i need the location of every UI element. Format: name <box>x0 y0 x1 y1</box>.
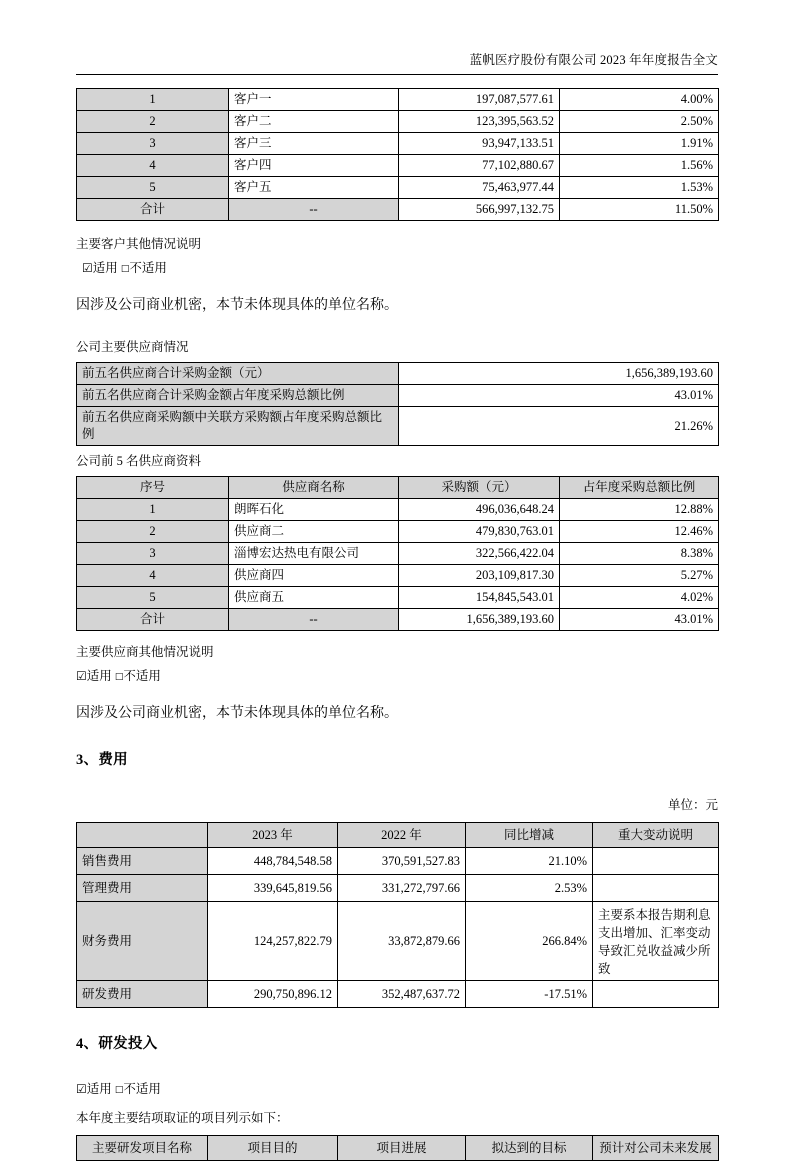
column-header-project-impact: 预计对公司未来发展 <box>593 1136 719 1161</box>
column-header-note: 重大变动说明 <box>593 823 719 848</box>
supplier-no: 2 <box>77 521 229 543</box>
customer-pct: 1.91% <box>560 133 719 155</box>
header-divider <box>76 74 718 75</box>
table-row <box>77 875 719 902</box>
rd-applicability <box>76 1080 718 1099</box>
expense-label: 研发费用 <box>77 981 208 1008</box>
customer-no: 3 <box>77 133 229 155</box>
expense-label: 管理费用 <box>77 875 208 902</box>
not-applicable-label: 不适用 <box>129 261 167 275</box>
customer-name: 客户四 <box>229 155 399 177</box>
applicable-label: 适用 <box>86 669 112 683</box>
running-header: 蓝帆医疗股份有限公司 2023 年年度报告全文 <box>469 53 718 67</box>
expense-note <box>593 875 719 902</box>
supplier-no: 4 <box>77 565 229 587</box>
table-row <box>77 902 719 981</box>
not-applicable-label: 不适用 <box>123 1082 161 1096</box>
supplier-no: 3 <box>77 543 229 565</box>
supplier-amount: 479,830,763.01 <box>399 521 560 543</box>
column-header-no: 序号 <box>77 477 229 499</box>
supplier-note-body: 因涉及公司商业机密，本节未体现具体的单位名称。 <box>76 706 398 721</box>
page-content <box>76 88 718 1161</box>
supplier-pct: 8.38% <box>560 543 719 565</box>
supplier-amount: 154,845,543.01 <box>399 587 560 609</box>
not-applicable-label: 不适用 <box>123 669 161 683</box>
expense-note: 主要系本报告期利息支出增加、汇率变动导致汇兑收益减少所致 <box>593 902 719 981</box>
supplier-amount: 496,036,648.24 <box>399 499 560 521</box>
customer-no: 5 <box>77 177 229 199</box>
supplier-pct: 4.02% <box>560 587 719 609</box>
expense-note <box>593 848 719 875</box>
expense-note <box>593 981 719 1008</box>
supplier-amount: 322,566,422.04 <box>399 543 560 565</box>
table-row <box>77 133 719 155</box>
table-row <box>77 155 719 177</box>
supplier-pct: 12.46% <box>560 521 719 543</box>
expenses-unit-label: 单位：元 <box>667 798 718 812</box>
customer-amount: 123,395,563.52 <box>399 111 560 133</box>
table-row <box>77 587 719 609</box>
customer-name: 客户五 <box>229 177 399 199</box>
table-total-row <box>77 199 719 221</box>
customer-no: 1 <box>77 89 229 111</box>
total-pct: 43.01% <box>560 609 719 631</box>
expense-change: 266.84% <box>466 902 593 981</box>
customer-pct: 4.00% <box>560 89 719 111</box>
summary-value: 1,656,389,193.60 <box>399 363 719 385</box>
supplier-note-heading: 主要供应商其他情况说明 <box>76 645 214 659</box>
expense-2022: 331,272,797.66 <box>338 875 466 902</box>
table-header-row <box>77 477 719 499</box>
supplier-amount: 203,109,817.30 <box>399 565 560 587</box>
column-header-2022: 2022 年 <box>338 823 466 848</box>
top-customers-table <box>76 88 719 221</box>
checkbox-empty-icon: □ <box>114 672 124 682</box>
table-row <box>77 543 719 565</box>
summary-label: 前五名供应商采购额中关联方采购额占年度采购总额比例 <box>77 407 399 446</box>
table-row <box>77 407 719 446</box>
expense-change: -17.51% <box>466 981 593 1008</box>
supplier-name: 朗晖石化 <box>229 499 399 521</box>
total-pct: 11.50% <box>560 199 719 221</box>
total-label: 合计 <box>77 199 229 221</box>
table-row <box>77 565 719 587</box>
total-amount: 566,997,132.75 <box>399 199 560 221</box>
expenses-table <box>76 822 719 1008</box>
expense-change: 2.53% <box>466 875 593 902</box>
expense-2022: 370,591,527.83 <box>338 848 466 875</box>
supplier-no: 5 <box>77 587 229 609</box>
column-header-project-progress: 项目进展 <box>338 1136 466 1161</box>
checkbox-empty-icon: □ <box>120 264 130 274</box>
supplier-name: 供应商四 <box>229 565 399 587</box>
top-suppliers-caption: 公司前 5 名供应商资料 <box>76 454 202 468</box>
rd-section-title: 4、研发投入 <box>76 1036 158 1052</box>
column-header-project-goal: 拟达到的目标 <box>466 1136 593 1161</box>
total-label: 合计 <box>77 609 229 631</box>
rd-projects-table <box>76 1135 719 1161</box>
table-header-row <box>77 1136 719 1161</box>
expense-2023: 290,750,896.12 <box>208 981 338 1008</box>
table-row <box>77 981 719 1008</box>
total-name: -- <box>229 199 399 221</box>
applicable-label: 适用 <box>86 1082 112 1096</box>
expense-2023: 448,784,548.58 <box>208 848 338 875</box>
customer-no: 2 <box>77 111 229 133</box>
summary-value: 21.26% <box>399 407 719 446</box>
summary-label: 前五名供应商合计采购金额占年度采购总额比例 <box>77 385 399 407</box>
table-row <box>77 521 719 543</box>
supplier-summary-heading: 公司主要供应商情况 <box>76 340 189 354</box>
expenses-section-title: 3、费用 <box>76 752 128 768</box>
summary-label: 前五名供应商合计采购金额（元） <box>77 363 399 385</box>
column-header-project-purpose: 项目目的 <box>208 1136 338 1161</box>
checkbox-checked-icon: ☑ <box>76 669 87 683</box>
customer-name: 客户三 <box>229 133 399 155</box>
column-header-name: 供应商名称 <box>229 477 399 499</box>
supplier-summary-table <box>76 362 719 446</box>
table-row <box>77 385 719 407</box>
column-header-blank <box>77 823 208 848</box>
expense-2022: 352,487,637.72 <box>338 981 466 1008</box>
summary-value: 43.01% <box>399 385 719 407</box>
total-amount: 1,656,389,193.60 <box>399 609 560 631</box>
customer-note-applicability <box>76 259 718 278</box>
table-row <box>77 363 719 385</box>
expense-2023: 124,257,822.79 <box>208 902 338 981</box>
total-name: -- <box>229 609 399 631</box>
customer-note-heading: 主要客户其他情况说明 <box>76 237 202 251</box>
table-total-row <box>77 609 719 631</box>
customer-amount: 93,947,133.51 <box>399 133 560 155</box>
table-row <box>77 848 719 875</box>
checkbox-empty-icon: □ <box>114 1085 124 1095</box>
expense-change: 21.10% <box>466 848 593 875</box>
supplier-no: 1 <box>77 499 229 521</box>
table-row <box>77 111 719 133</box>
rd-intro-text: 本年度主要结项取证的项目列示如下： <box>76 1111 289 1125</box>
customer-no: 4 <box>77 155 229 177</box>
column-header-change: 同比增减 <box>466 823 593 848</box>
customer-amount: 197,087,577.61 <box>399 89 560 111</box>
column-header-2023: 2023 年 <box>208 823 338 848</box>
supplier-pct: 12.88% <box>560 499 719 521</box>
table-row <box>77 177 719 199</box>
customer-amount: 77,102,880.67 <box>399 155 560 177</box>
customer-amount: 75,463,977.44 <box>399 177 560 199</box>
supplier-name: 淄博宏达热电有限公司 <box>229 543 399 565</box>
column-header-amount: 采购额（元） <box>399 477 560 499</box>
supplier-name: 供应商二 <box>229 521 399 543</box>
expense-2022: 33,872,879.66 <box>338 902 466 981</box>
supplier-name: 供应商五 <box>229 587 399 609</box>
customer-name: 客户一 <box>229 89 399 111</box>
table-row <box>77 89 719 111</box>
applicable-label: 适用 <box>92 261 118 275</box>
expense-2023: 339,645,819.56 <box>208 875 338 902</box>
table-header-row <box>77 823 719 848</box>
table-row <box>77 499 719 521</box>
customer-note-body: 因涉及公司商业机密，本节未体现具体的单位名称。 <box>76 298 398 313</box>
supplier-pct: 5.27% <box>560 565 719 587</box>
checkbox-checked-icon: ☑ <box>76 1082 87 1096</box>
checkbox-checked-icon: ☑ <box>82 261 93 275</box>
expense-label: 财务费用 <box>77 902 208 981</box>
supplier-note-applicability <box>76 667 718 686</box>
expense-label: 销售费用 <box>77 848 208 875</box>
customer-pct: 1.53% <box>560 177 719 199</box>
column-header-pct: 占年度采购总额比例 <box>560 477 719 499</box>
column-header-project-name: 主要研发项目名称 <box>77 1136 208 1161</box>
customer-name: 客户二 <box>229 111 399 133</box>
customer-pct: 2.50% <box>560 111 719 133</box>
top-suppliers-table <box>76 476 719 631</box>
customer-pct: 1.56% <box>560 155 719 177</box>
